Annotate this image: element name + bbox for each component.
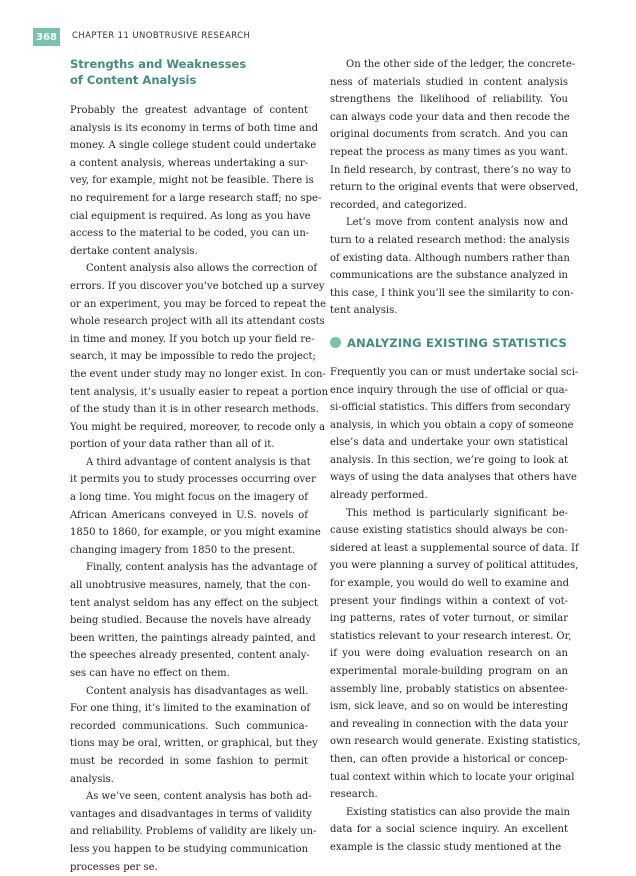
text-line: the speeches already presented, content analy- xyxy=(70,650,310,662)
text-line: 1850 to 1860, for example, or you might examine xyxy=(70,527,321,539)
text-line: been written, the paintings already painted, and xyxy=(70,632,316,644)
text-line: all unobtrusive measures, namely, that the con- xyxy=(70,580,311,592)
text-line: whole research project with all its attendant costs xyxy=(70,316,325,328)
section-title: ANALYZING EXISTING STATISTICS xyxy=(347,335,567,350)
paragraph xyxy=(330,214,574,320)
paragraph xyxy=(330,804,568,857)
text-line: changing imagery from 1850 to the present. xyxy=(70,544,295,556)
text-line: being studied. Because the novels have already xyxy=(70,615,312,627)
text-line: statistics relevant to your research interest. Or, xyxy=(330,630,572,642)
text-line: search, it may be impossible to redo the project; xyxy=(70,351,316,363)
text-line: communications are the substance analyzed in xyxy=(330,270,568,282)
text-line: For one thing, it’s limited to the examination of xyxy=(70,703,311,715)
running-head: CHAPTER 11 UNOBTRUSIVE RESEARCH xyxy=(72,31,251,41)
text-line: tent analysis, it’s usually easier to repeat a portion xyxy=(70,386,329,398)
text-line: else’s data and undertake your own statistical xyxy=(330,437,568,449)
text-line: of existing data. Although numbers rather than xyxy=(330,252,570,264)
text-line: strengthens the likelihood of reliability. You xyxy=(330,94,568,106)
subhead-line: of Content Analysis xyxy=(70,73,197,87)
text-line: ence inquiry through the use of official or qua- xyxy=(330,384,568,396)
text-line: for example, you would do well to examine and xyxy=(330,578,570,590)
paragraph xyxy=(330,56,579,214)
text-line: in time and money. If you botch up your field re- xyxy=(70,333,315,345)
paragraph xyxy=(70,454,321,560)
text-line: experimental morale-building program on an xyxy=(330,666,568,677)
paragraph xyxy=(70,559,318,682)
text-line: access to the material to be coded, you can un- xyxy=(70,228,310,240)
text-line: and revealing in connection with the data your xyxy=(330,718,568,730)
text-line: ism, sick leave, and so on would be interesting xyxy=(330,701,568,713)
text-line: a content analysis, whereas undertaking a sur- xyxy=(70,157,308,169)
right-column xyxy=(330,56,581,857)
text-line: si-official statistics. This differs from secondary xyxy=(330,402,571,414)
text-line: turn to a related research method: the analysis xyxy=(330,234,570,246)
text-line: of the study than it is in other research methods. xyxy=(70,404,319,416)
text-line: errors. If you discover you’ve botched up a survey xyxy=(70,280,325,292)
text-line: Probably the greatest advantage of content xyxy=(70,105,308,116)
text-line: recorded, and categorized. xyxy=(330,199,467,211)
text-line: Content analysis also allows the correction of xyxy=(86,263,318,275)
text-line: sidered at least a supplemental source of data. If xyxy=(330,542,579,554)
text-line: no requirement for a large research staff; no spe- xyxy=(70,192,322,204)
text-line: if you were doing evaluation research on an xyxy=(330,648,568,660)
text-line: tent analyst seldom has any effect on the subject xyxy=(70,597,318,609)
text-line: analysis. In this section, we’re going to look at xyxy=(330,454,568,466)
text-line: own research would generate. Existing statistics, xyxy=(330,736,581,748)
text-line: ses can have no effect on them. xyxy=(70,668,230,679)
text-line: this case, I think you’ll see the similarity to con- xyxy=(330,287,574,299)
text-line: already performed. xyxy=(330,490,428,502)
text-line: Let’s move from content analysis now and xyxy=(346,217,568,229)
text-line: vey, for example, might not be feasible. There is xyxy=(70,175,314,187)
text-line: or an experiment, you may be forced to repeat the xyxy=(70,298,327,310)
text-line: analysis is its economy in terms of both time and xyxy=(70,122,319,134)
text-line: return to the original events that were observed, xyxy=(330,182,579,194)
paragraph xyxy=(70,788,317,876)
text-line: tual context within which to locate your original xyxy=(330,771,575,783)
text-line: In field research, by contrast, there’s no way to xyxy=(330,164,571,176)
text-line: Finally, content analysis has the advantage of xyxy=(86,562,317,574)
text-line: assembly line, probably statistics on absentee- xyxy=(330,683,568,695)
paragraph xyxy=(70,102,322,260)
text-line: As we’ve seen, content analysis has both ad- xyxy=(86,791,312,803)
text-line: and reliability. Problems of validity are likely un- xyxy=(70,826,317,838)
text-line: can always code your data and then recode the xyxy=(330,111,570,123)
text-line: You might be required, moreover, to recode only a xyxy=(70,421,326,433)
text-line: recorded communications. Such communica- xyxy=(70,720,308,732)
text-line: Content analysis has disadvantages as well. xyxy=(86,685,309,697)
text-line: money. A single college student could undertake xyxy=(70,140,317,152)
text-line: Frequently you can or must undertake social sci- xyxy=(330,366,579,378)
text-line: it permits you to study processes occurring over xyxy=(70,474,316,486)
paragraph xyxy=(70,260,329,454)
text-line: Existing statistics can also provide the main xyxy=(346,806,570,818)
text-line: present your findings within a context of vot- xyxy=(330,595,568,607)
text-line: research. xyxy=(330,789,378,801)
subhead-line: Strengths and Weaknesses xyxy=(70,57,247,71)
text-line: ways of using the data analyses that others have xyxy=(330,472,577,484)
text-line: cial equipment is required. As long as you have xyxy=(70,210,311,222)
section-heading xyxy=(330,332,568,354)
text-line: analysis. xyxy=(70,773,114,785)
text-line: This method is particularly significant be- xyxy=(346,507,568,519)
text-line: less you happen to be studying communication xyxy=(70,843,309,855)
text-line: portion of your data rather than all of it. xyxy=(70,439,275,451)
text-line: tions may be oral, written, or graphical, but they xyxy=(70,738,318,750)
paragraph xyxy=(330,364,579,505)
text-line: ing patterns, rates of voter turnout, or similar xyxy=(330,613,568,625)
text-line: repeat the process as many times as you want. xyxy=(330,146,568,158)
text-line: then, can often provide a historical or concep- xyxy=(330,753,568,765)
text-line: cause existing statistics should always be con- xyxy=(330,525,568,537)
text-line: On the other side of the ledger, the concrete- xyxy=(346,59,576,70)
section-bullet-icon xyxy=(330,337,341,348)
text-line: must be recorded in some fashion to permit xyxy=(70,755,308,767)
text-line: data for a social science inquiry. An excellent xyxy=(330,824,568,836)
text-line: tent analysis. xyxy=(330,305,398,317)
paragraph xyxy=(70,683,318,789)
paragraph xyxy=(330,505,581,804)
text-line: A third advantage of content analysis is that xyxy=(86,456,311,468)
text-line: example is the classic study mentioned at the xyxy=(330,841,562,853)
text-line: dertake content analysis. xyxy=(70,245,198,257)
text-line: processes per se. xyxy=(70,861,158,873)
text-line: analysis, in which you obtain a copy of someone xyxy=(330,419,574,431)
text-line: vantages and disadvantages in terms of validity xyxy=(70,808,312,820)
text-line: original documents from scratch. And you can xyxy=(330,129,568,141)
text-line: the event under study may no longer exist. In con- xyxy=(70,368,326,380)
text-line: you were planning a survey of political attitudes, xyxy=(330,560,579,572)
text-line: African Americans conveyed in U.S. novels of xyxy=(70,509,308,521)
text-line: ness of materials studied in content analysis xyxy=(330,76,568,88)
left-column xyxy=(70,56,329,876)
text-line: a long time. You might focus on the imagery of xyxy=(70,492,308,504)
page-number: 368 xyxy=(33,28,60,46)
